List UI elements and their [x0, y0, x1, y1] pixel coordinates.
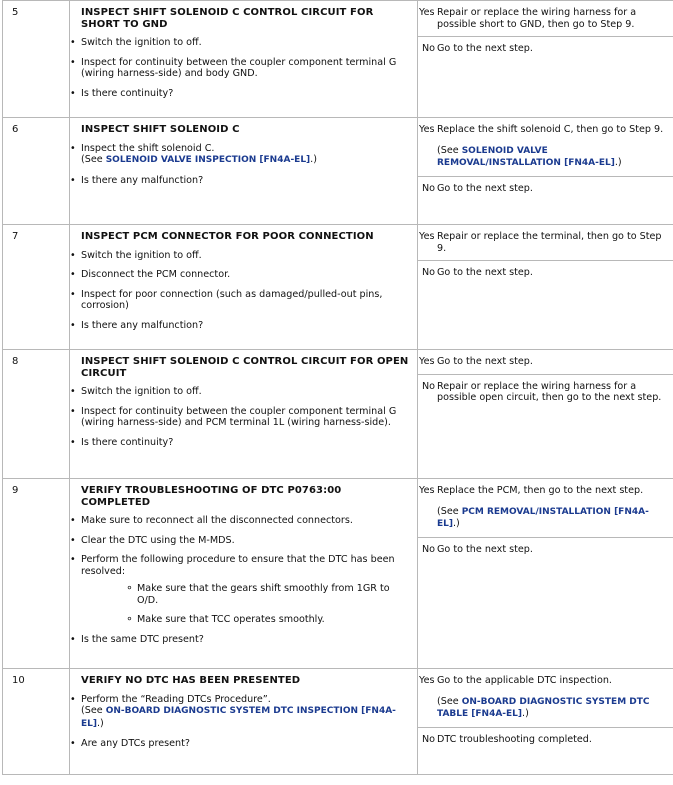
yes-action: Go to the next step.	[437, 356, 533, 367]
list-item: • Is the same DTC present?	[70, 634, 409, 646]
sub-list-item: ∘ Make sure that TCC operates smoothly.	[126, 614, 409, 626]
no-label: No	[418, 537, 437, 561]
list-item: • Make sure to reconnect all the disconnected connectors.	[70, 515, 409, 527]
list-item: • Perform the following procedure to ensure that the DTC has been resolved: ∘ Make sure that the gears shift smoothly from 1GR to O/D. ∘ Make sure that TCC operates smoothly.	[70, 554, 409, 626]
no-action: Go to the next step.	[437, 176, 673, 200]
step-title: INSPECT SHIFT SOLENOID C CONTROL CIRCUIT FOR SHORT TO GND	[81, 7, 374, 30]
list-item: • Are any DTCs present?	[70, 738, 409, 750]
solenoid-inspection-link[interactable]: SOLENOID VALVE INSPECTION [FN4A-EL]	[105, 155, 311, 165]
table-row	[3, 118, 673, 225]
list-item: • Disconnect the PCM connector.	[70, 269, 409, 281]
list-item: • Clear the DTC using the M-MDS.	[70, 535, 409, 547]
list-item: • Switch the ignition to off.	[70, 386, 409, 398]
step-number: 8	[3, 350, 70, 479]
list-item: • Perform the “Reading DTCs Procedure”.	[70, 694, 409, 706]
no-label: No	[418, 176, 437, 200]
step-title: INSPECT SHIFT SOLENOID C	[81, 124, 240, 135]
yes-action: Replace the shift solenoid C, then go to Step 9. (See SOLENOID VALVE REMOVAL/INSTALLATION [FN4A-EL].)	[437, 124, 664, 168]
result-cell	[418, 669, 673, 775]
yes-label: Yes	[419, 231, 435, 242]
table-row	[3, 1, 673, 118]
list-item: • Switch the ignition to off.	[70, 250, 409, 262]
yes-action: Replace the PCM, then go to the next step. (See PCM REMOVAL/INSTALLATION [FN4A-EL].)	[437, 485, 649, 529]
yes-action: Repair or replace the terminal, then go to Step 9.	[437, 231, 662, 254]
no-label: No	[418, 261, 437, 285]
yes-label: Yes	[419, 356, 435, 367]
list-item: • Switch the ignition to off.	[70, 37, 409, 49]
no-action: Go to the next step.	[437, 37, 673, 61]
action-cell	[70, 118, 418, 225]
list-item: • Inspect for continuity between the coupler component terminal G (wiring harness-side) and PCM terminal 1L (wiring harness-side).	[70, 406, 409, 429]
list-item: • Is there any malfunction?	[70, 175, 409, 187]
table-row	[3, 479, 673, 669]
action-cell	[70, 1, 418, 118]
yes-label: Yes	[419, 124, 435, 135]
result-cell	[418, 350, 673, 479]
step-title: VERIFY NO DTC HAS BEEN PRESENTED	[81, 675, 301, 686]
no-action: Go to the next step.	[437, 261, 673, 285]
no-label: No	[418, 727, 437, 751]
diagnostic-table	[2, 0, 673, 775]
no-action: DTC troubleshooting completed.	[437, 727, 673, 751]
dtc-table-link[interactable]: ON-BOARD DIAGNOSTIC SYSTEM DTC TABLE [FN4A-EL]	[437, 696, 650, 719]
action-cell	[70, 350, 418, 479]
list-item: • Is there continuity?	[70, 437, 409, 449]
step-number: 9	[3, 479, 70, 669]
result-cell	[418, 225, 673, 350]
action-cell	[70, 225, 418, 350]
table-row	[3, 225, 673, 350]
result-cell	[418, 1, 673, 118]
reference-note: (See ON-BOARD DIAGNOSTIC SYSTEM DTC INSPECTION [FN4A-EL].)	[81, 705, 396, 729]
list-item: • Inspect for continuity between the coupler component terminal G (wiring harness-side) and body GND.	[70, 57, 409, 80]
list-item: • Is there continuity?	[70, 88, 409, 100]
step-title: INSPECT PCM CONNECTOR FOR POOR CONNECTION	[81, 231, 374, 242]
no-label: No	[418, 37, 437, 61]
yes-action: Go to the applicable DTC inspection. (See ON-BOARD DIAGNOSTIC SYSTEM DTC TABLE [FN4A-EL].)	[437, 675, 650, 719]
table-row	[3, 669, 673, 775]
result-cell	[418, 118, 673, 225]
step-number: 10	[3, 669, 70, 775]
action-cell	[70, 669, 418, 775]
result-cell	[418, 479, 673, 669]
no-action: Repair or replace the wiring harness for a possible open circuit, then go to the next step.	[437, 374, 673, 410]
solenoid-removal-link[interactable]: SOLENOID VALVE REMOVAL/INSTALLATION [FN4A-EL]	[437, 145, 615, 168]
yes-label: Yes	[419, 675, 435, 686]
dtc-inspection-link[interactable]: ON-BOARD DIAGNOSTIC SYSTEM DTC INSPECTION [FN4A-EL]	[81, 706, 396, 729]
step-number: 7	[3, 225, 70, 350]
pcm-removal-link[interactable]: PCM REMOVAL/INSTALLATION [FN4A-EL]	[437, 506, 649, 529]
list-item: • Inspect for poor connection (such as damaged/pulled-out pins, corrosion)	[70, 289, 409, 312]
reference-note: (See SOLENOID VALVE INSPECTION [FN4A-EL].)	[81, 154, 317, 165]
step-title: INSPECT SHIFT SOLENOID C CONTROL CIRCUIT FOR OPEN CIRCUIT	[81, 356, 409, 379]
yes-label: Yes	[419, 7, 435, 18]
list-item: • Is there any malfunction?	[70, 320, 409, 332]
no-label: No	[418, 374, 437, 410]
action-cell	[70, 479, 418, 669]
yes-action: Repair or replace the wiring harness for a possible short to GND, then go to Step 9.	[437, 7, 637, 30]
yes-label: Yes	[419, 485, 435, 496]
table-row	[3, 350, 673, 479]
list-item: • Inspect the shift solenoid C.	[70, 143, 409, 155]
step-number: 5	[3, 1, 70, 118]
step-title: VERIFY TROUBLESHOOTING OF DTC P0763:00 COMPLETED	[81, 485, 342, 508]
no-action: Go to the next step.	[437, 537, 673, 561]
sub-list-item: ∘ Make sure that the gears shift smoothly from 1GR to O/D.	[126, 583, 409, 606]
step-number: 6	[3, 118, 70, 225]
